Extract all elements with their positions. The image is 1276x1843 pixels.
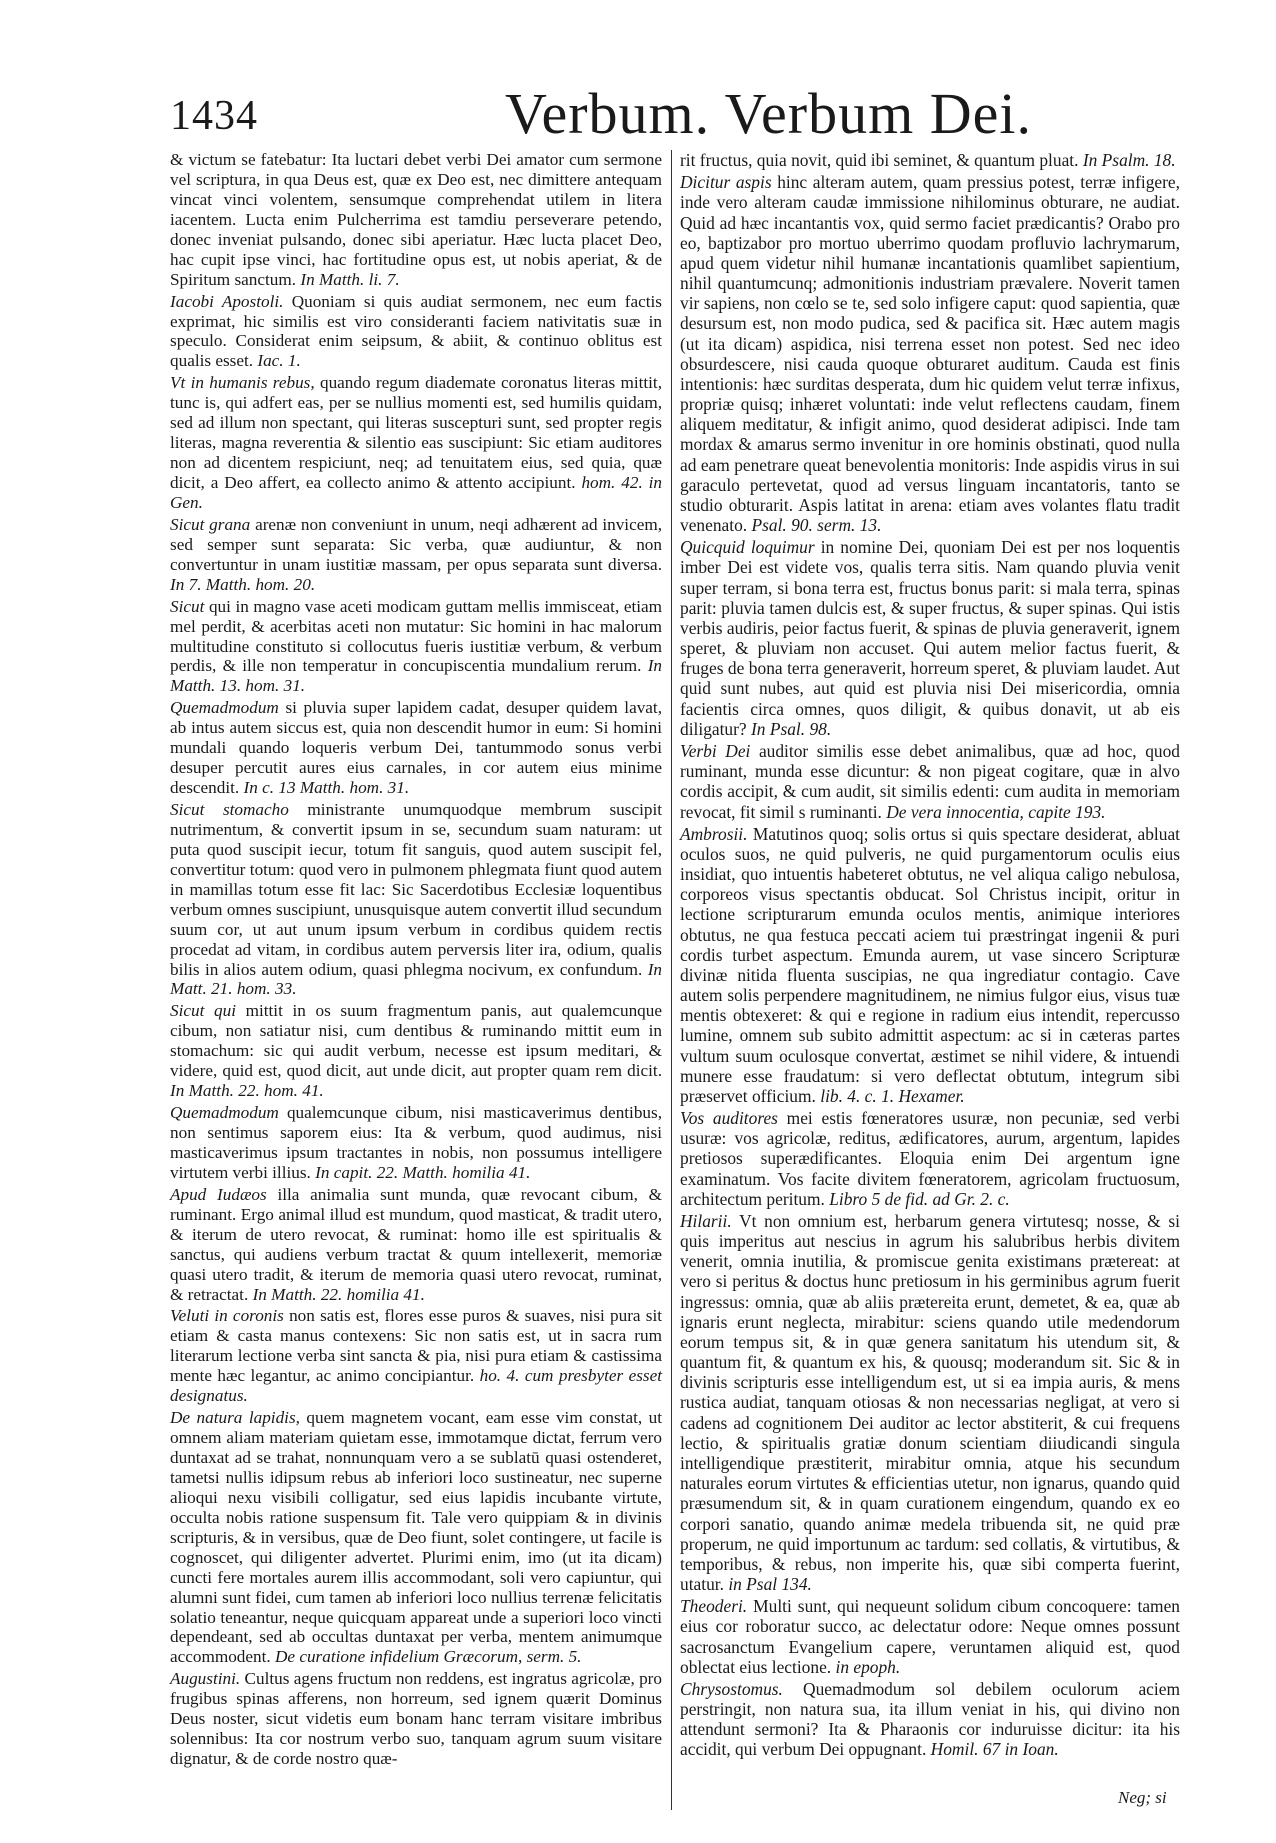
paragraph (170, 1669, 662, 1769)
catchword: Neg; si (1118, 1788, 1167, 1807)
paragraph-lead: Augustini. (170, 1669, 241, 1689)
paragraph (170, 1001, 662, 1101)
paragraph-text: Multi sunt, qui nequeunt solidum cibum concoquere: tamen eius cor roboratur succo, ac delectatur odore: Neque omnes possunt sacrosanctum Evangelium capere, veruntamen aliquid est, quod oblectat eius lectione. (680, 1596, 1180, 1677)
right-column (680, 150, 1180, 1762)
paragraph-citation: In 7. Matth. hom. 20. (170, 574, 316, 594)
paragraph-text: arenæ non conveniunt in unum, neqi adhærent ad invicem, sed semper sunt separata: Sic verba, quæ audiuntur, & non convertuntur in unam iustitiæ massam, per opus separata sunt diversa. (170, 514, 663, 574)
column-rule (671, 150, 672, 1810)
paragraph-lead: Apud Iudæos (170, 1184, 267, 1204)
paragraph (170, 292, 662, 372)
paragraph-lead: Quemadmodum (170, 1103, 279, 1123)
paragraph-citation: In c. 13 Matth. hom. 31. (243, 778, 410, 798)
paragraph-text: mittit in os suum fragmentum panis, aut qualemcunque cibum, non satiatur nisi, cum dentibus & ruminando mittit eum in stomachum: sic qui audit verbum, necesse est ipsum meditari, & videre, quid est, quod dicit, aut unde dicit, aut propter quam rem dicit. (170, 1001, 662, 1081)
paragraph-citation: In Matth. 22. hom. 41. (170, 1081, 324, 1101)
paragraph-text: Quemadmodum sol debilem oculorum aciem perstringit, non natura sua, ita illum veniat in his, qui divino non attendunt sermoni? Ita & Pharaonis cor induruisse dicitur: ita his accidit, qui verbum Dei oppugnant. (680, 1678, 1180, 1760)
paragraph-lead: Vt in humanis rebus, (170, 373, 315, 393)
paragraph-lead: Dicitur aspis (680, 172, 772, 193)
paragraph-text: in nomine Dei, quoniam Dei est per nos loquentis imber Dei est videte vos, qualis terra sitis. Nam quando pluvia venit super terram, si bona terra est, fructus bonus parit: si mala terra, spinas parit: pluvia tamen dulcis est, & super fructus, & super spinas. Qui istis verbis audiris, peior factus fuerit, & spinas de pluvia generaverit, ignem speret, & pluviam non accuset. Qui autem melior factus fuerit, & fruges de bona terra generaverit, horreum speret, & pluviam laudet. Aut quid sunt nubes, aut quid est pluvia nisi Dei misericordia, omnia facientis circa omnes, quos diligit, & quibus donavit, ut ab eis diligatur? (680, 537, 1180, 739)
paragraph-text: ministrante unumquodque membrum suscipit nutrimentum, & convertit ipsum in se, secundum suam naturam: ut puta quod suscipit iecur, totum fit sanguis, quod autem suscipit fel, convertitur totum: quod vero in pulmonem phlegmata fiunt quod autem in mamillas totum esse fit lac: Sic Sacerdotibus Ecclesiæ loquentibus verbum omnes suscipiunt, unusquisque autem convertit illud secundum suum cor, ut aut unum ipsum verbum in cordibus quidem rectis procedat ad vitam, in cordibus autem perversis liter ira, odium, qualis bilis in alios autem odium, quasi phlegma nocivum, ex confundum. (170, 800, 662, 979)
paragraph-text: Quoniam si quis audiat sermonem, nec eum factis exprimat, hic similis est viro consideranti faciem nativitatis suæ in speculo. Considerat enim seipsum, & abiit, & continuo oblitus est qualis esset. (170, 291, 662, 371)
paragraph-lead: Iacobi Apostoli. (170, 291, 284, 311)
paragraph-lead: Sicut grana (170, 514, 251, 534)
paragraph-citation: Libro 5 de fid. ad Gr. 2. c. (829, 1188, 1010, 1209)
paragraph-text: hinc alteram autem, quam pressius potest, terræ infigere, inde vero alteram caudæ immissione nihilominus obturare, ne audiat. Quid ad hæc incantantis vox, quid sermo faciet prædicantis? Orabo pro eo, baptizabor pro mortuo uberrimo quodam profluvio lachrymarum, apud quem videtur nihil humanæ incantationis quamlibet sapientium, nihil quantumcunq; admonitionis industriam prævalere. Noverit tamen vir sapiens, non cœlo se te, sed solo infigere caput: quod sapientia, quæ desursum est, non modo pudica, sed & pacifica sit. Hæc autem magis (ut ita dicam) aspidica, nisi terrena esset non potest. Sed nec ideo obsurdescere, nisi cauda quoque obturaret auditum. Cauda est finis intentionis: hæc surditas desperata, dum hic quidem velut terræ infixus, propriæ quisq; inhæret voluntati: inde velut reflectens caudam, finem aliquem meditatur, & infigit animo, quod desiderat adipisci. Inde tam mordax & amarus sermo invenitur in ore hominis obstinati, quod nulla ad eam penetrare queat benevolentia monitoris: Inde aspidis virus in sui garaculo pertevetat, quod ad versus linguam incantatoris, tanto se studio obturarit. Aspis latitat in arena: etiam aves volantes flatu tradit venenato. (680, 172, 1180, 536)
paragraph-lead: Hilarii. (680, 1210, 732, 1231)
paragraph-text: Vt non omnium est, herbarum genera virtutesq; nosse, & si quis imperitus aut nescius in agrum his salubribus herbis divitem venerit, omnia inutilia, & promiscue genita existimans prætereat: at vero si peritus & doctus hunc pretiosum in his germinibus agrum fuerit ingressus: omnia, quæ ab aliis prætereita erunt, demetet, & ea, quæ ab ignaris erunt neglecta, mirabitur: sciens quando utile medendorum eorum tempus sit, & in quæ genera sanitatum his utendum sit, & quantum fit, & quantum ex his, & quousq; moderandum sit. Sic & in divinis scripturis esse intelligendum est, ut si ea impia auris, & mens rustica audiat, tanquam otiosas & non necessarias negligat, at vero si cadens ad cognitionem Dei auditor ac lector abstiterit, & cui frequens lectio, & spiritualis gratiæ donum scientiam diiudicandi singula intelligendique præstiterit, mirabitur omnia, atque his secundum naturales eorum virtutes & efficientias utetur, non ignarus, quando quid præsumendum sit, & in quam curationem eingendum, quando ex eo corpori sanatio, quando animæ medela tribuenda sit, ne quid præ properum, ne quid importunum ac tardum: sed collatis, & virtutibus, & temporibus, & rebus, non imperite his, quæ sibi comperta fuerint, utatur. (680, 1210, 1180, 1595)
paragraph-citation: In Matth. li. 7. (300, 269, 400, 289)
running-head: Verbum. Verbum Dei. (505, 81, 1032, 146)
paragraph-lead: Sicut stomacho (170, 800, 289, 819)
paragraph-lead: De natura lapidis, (170, 1408, 300, 1428)
paragraph-citation: Homil. 67 in Ioan. (930, 1739, 1059, 1760)
paragraph-citation: lib. 4. c. 1. Hexamer. (820, 1085, 965, 1106)
paragraph-text: rit fructus, quia novit, quid ibi seminet, & quantum pluat. (680, 150, 1079, 170)
paragraph-text: auditor similis esse debet animalibus, quæ ad hoc, quod ruminant, munda esse dicuntur: & non pigeat cogitare, quæ in alvo cordis accipit, & cum audit, sit similis edenti: cum audita in memoriam revocat, fit simil s ruminanti. (680, 740, 1180, 822)
paragraph-citation: ho. 4. cum presbyter esset designatus. (170, 1366, 662, 1406)
paragraph-citation: De curatione infidelium Græcorum, serm. 5. (275, 1647, 582, 1667)
paragraph-citation: In Matth. 22. homilia 41. (252, 1284, 425, 1304)
paragraph-text: si pluvia super lapidem cadat, desuper quidem lavat, ab intus autem siccus est, quia non descendit humor in eum: Si homini mundali quando loqueris verbum Dei, tantummodo sonus verbi desuper percutit aures eius carnales, in cor autem eius minime descendit. (170, 698, 662, 798)
paragraph-text: & victum se fatebatur: Ita luctari debet verbi Dei amator cum sermone vel scriptura, in qua Deus est, quæ ex Deo est, nec dimittere antequam vincat vinci volentem, sensumque comprehendat utilem in litera iacentem. Lucta enim Pulcherrima est tamdiu perseverare petendo, donec inveniat pulsando, donec sibi aperiatur. Hæc lucta placet Deo, hac cupit ipse vinci, hac fortitudine opus est, ut nobis aperiat, & de Spiritum sanctum. (170, 150, 662, 289)
paragraph-text: quando regum diademate coronatus literas mittit, tunc is, qui adfert eas, per se nullius momenti est, sed humilis quidam, sed ad illum non spectant, qui literas suscepturi sunt, sed propter regis literas, magna reverentia & silentio eas suscipiunt: Sic etiam auditores non ad dicentem respiciunt, neq; ad tenuitatem eius, sed quia, quæ dicit, a Deo affert, ea collecto animo & attento accipiunt. (170, 373, 662, 492)
paragraph (680, 537, 1180, 739)
paragraph-citation: In Matt. 21. hom. 33. (170, 959, 663, 999)
paragraph (170, 698, 662, 798)
paragraph-text: qualemcunque cibum, nisi masticaverimus dentibus, non sentimus saporem eius: Ita & verbum, quod audimus, nisi masticaverimus ipsum tractantes in nobis, non possumus intelligere virtutem verbi illius. (170, 1103, 663, 1182)
paragraph-lead: Chrysostomus. (680, 1678, 783, 1699)
paragraph-citation: Iac. 1. (257, 351, 301, 371)
paragraph-citation: Psal. 90. serm. 13. (751, 515, 882, 536)
paragraph-text: Cultus agens fructum non reddens, est ingratus agricolæ, pro frugibus spinas afferens, non horreum, sed ignem quærit Dominus Deus noster, sicut videtis eum bonam hanc terram visitare imbribus solennibus: Ita cor nostrum verbo suo, tanquam agrum suum visitare dignatur, & de corde nostro quæ- (170, 1669, 663, 1769)
paragraph-citation: In Psalm. 18. (1082, 150, 1176, 170)
paragraph (170, 515, 662, 595)
paragraph-lead: Sicut qui (170, 1001, 236, 1021)
left-column (170, 150, 662, 1771)
paragraph-citation: in Psal 134. (728, 1574, 812, 1595)
paragraph-lead: Sicut (170, 596, 205, 616)
paragraph-citation: In Psal. 98. (751, 718, 832, 739)
paragraph-lead: Quicquid loquimur (680, 537, 815, 558)
paragraph-citation: In capit. 22. Matth. homilia 41. (315, 1162, 531, 1182)
paragraph (680, 172, 1180, 535)
paragraph-text: mei estis fœneratores usuræ, non pecuniæ, sed verbi usuræ: vos agricolæ, reditus, ædificatores, aurum, argentum, lapides pretiosos superædificantes. Eloquia enim Dei argentum igne examinatum. Vos facite divitem fœneratorem, agricolam fructuosum, architectum peritum. (680, 1108, 1180, 1209)
paragraph (170, 373, 662, 513)
paragraph-lead: Theoderi. (680, 1596, 748, 1617)
paragraph (170, 1185, 662, 1305)
paragraph-text: Matutinos quoq; solis ortus si quis spectare desiderat, abluat oculos suos, ne quid pulveris, ne quid purgamentorum oculis eius insidiat, quo intuentis habeteret obtutus, ne vel aliqua caligo nebulosa, corporeos visus spectantis obducat. Sol Christus incipit, oritur in lectione scripturarum emunda oculos mentis, animique interiores obtutus, ne qua festuca peccati aciem tui præstringat ingenii & puri cordis turbet aspectum. Emunda aurem, ut vase sincero Scripturæ divinæ nitida fluenta suscipias, ne qua ingrediatur contagio. Cave autem solis perpendere magnitudinem, ne nimius fulgor eius, visus tuæ mentis obtexeret: & qui e regione in radium eius intendit, repercusso lumine, omnem sub subito admittit aspectum: ac si in cæteras partes vultum suum oculosque convertat, æstimet se nihil videre, & intuendi munere esse fraudatum: si vero deflectat obtutum, integrum sibi præservet officium. (680, 823, 1180, 1106)
paragraph (170, 597, 662, 697)
paragraph-lead: Veluti in coronis (170, 1306, 284, 1326)
paragraph-citation: De vera innocentia, capite 193. (886, 801, 1106, 822)
paragraph-text: qui in magno vase aceti modicam guttam mellis immisceat, etiam mel perdit, & acerbitas aceti non mutatur: Sic homini in hac malorum multitudine constituto si collocutus fueris iustitiæ verbum, & verbum perdis, & ille non temperatur in concupiscentia mundalium rerum. (170, 596, 663, 676)
paragraph (170, 1306, 662, 1406)
paragraph-text: non satis est, flores esse puros & suaves, nisi pura sit etiam & casta manus contexens: Sic non satis est, ut in sacra rum literarum lectione verba sint sancta & pia, nisi pura etiam & castissima mente hæc legantur, ac animo concipiantur. (170, 1306, 662, 1386)
paragraph (680, 1679, 1180, 1760)
paragraph-citation: In Matth. 13. hom. 31. (170, 656, 663, 696)
paragraph (680, 741, 1180, 822)
paragraph (680, 1211, 1180, 1594)
paragraph (170, 800, 662, 999)
paragraph-text: illa animalia sunt munda, quæ revocant cibum, & ruminant. Ergo animal illud est mundum, quod masticat, & tradit utero, & iterum de utero revocat, & ruminat: homo ille est spiritualis & sanctus, qui audiens verbum tractat & quum intellexerit, memoriæ quasi utero tradit, & iterum de memoria quasi utero revocat, ruminat, & retractat. (170, 1184, 662, 1304)
paragraph-lead: Vos auditores (680, 1108, 778, 1129)
paragraph-citation: hom. 42. in Gen. (170, 473, 663, 512)
page-number: 1434 (170, 93, 258, 139)
paragraph (680, 1596, 1180, 1677)
paragraph (680, 1108, 1180, 1209)
paragraph-lead: Ambrosii. (680, 823, 748, 844)
paragraph-lead: Quemadmodum (170, 698, 279, 718)
paragraph (680, 824, 1180, 1106)
paragraph (680, 150, 1180, 170)
paragraph (170, 1408, 662, 1667)
paragraph (170, 150, 662, 290)
paragraph-text: quem magnetem vocant, eam esse vim constat, ut omnem aliam materiam quietam esse, immotamque dictat, ferrum vero duntaxat ad se trahat, nonnunquam vero a se sublatū quasi ostenderet, tametsi nullis idipsum rebus ab inferiori loco sustineatur, nec superne alioqui nexu visibili colligatur, sed eius lapidis incubante virtute, occulta nobis ratione suspensum fit. Tale vero quippiam & in divinis scripturis, & in versibus, quæ de Deo fiunt, solet contingere, ut facile is cognoscet, qui diligenter advertet. Plurimi enim, imo (ut ita dicam) cuncti fere mortales aurem illis accommodant, soli vero capiuntur, qui alumni sunt fidei, cum tamen ab inferiori loco nullius terrenæ felicitatis solatio teneantur, neque quicquam appareat unde a superiori loco vincti dependeant, sed ab occultas duntaxat per verba, mentem animumque accommodent. (170, 1408, 662, 1667)
paragraph-citation: in epoph. (835, 1656, 901, 1677)
paragraph (170, 1103, 662, 1183)
paragraph-lead: Verbi Dei (680, 740, 751, 761)
